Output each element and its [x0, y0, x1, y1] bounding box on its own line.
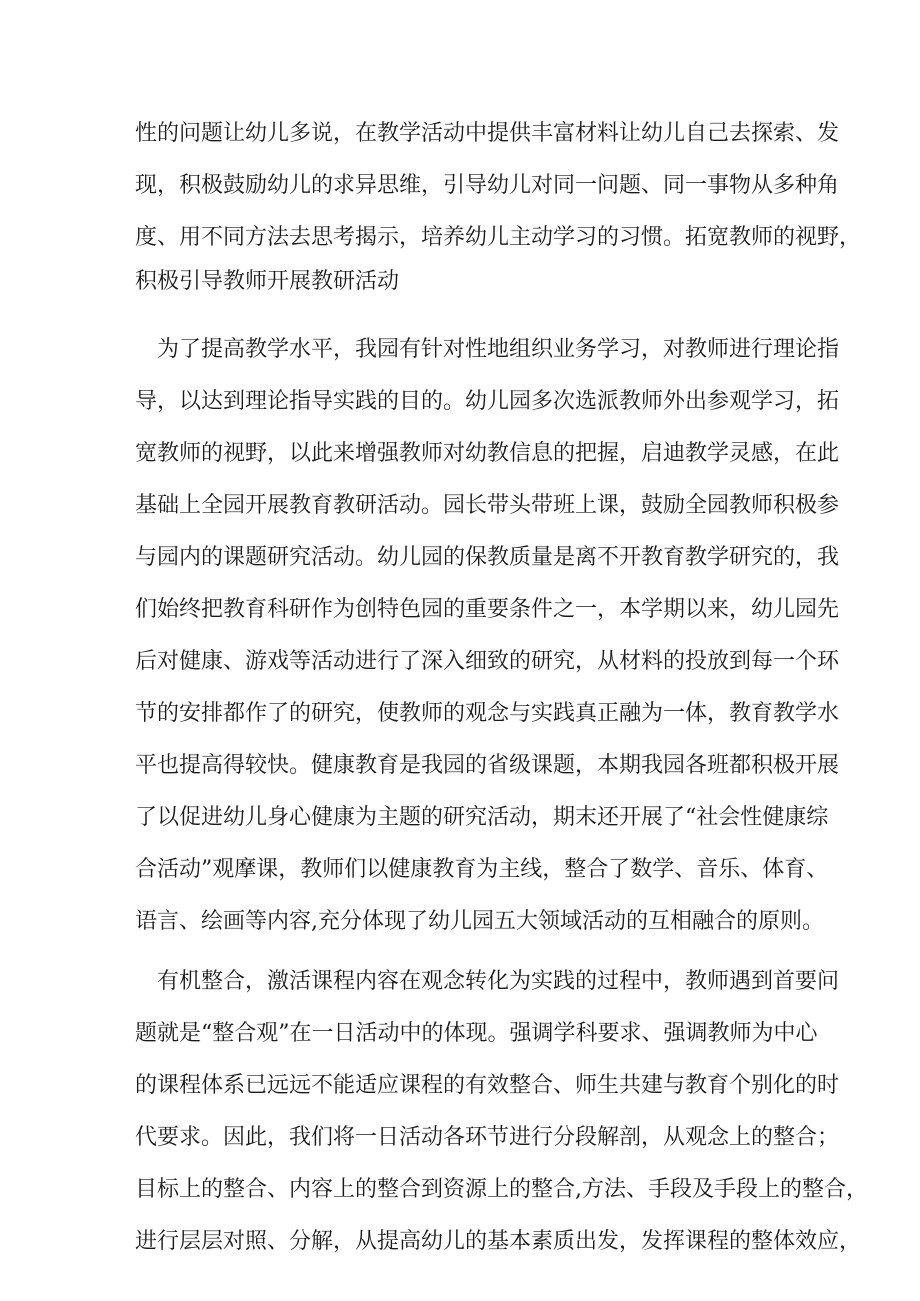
text-line	[0, 1112, 920, 1164]
line-text: 语言、绘画等内容,充分体现了幼儿园五大领域活动的互相融合的原则。	[135, 909, 824, 934]
paragraph-first-line	[0, 956, 920, 1008]
line-text: 现，积极鼓励幼儿的求异思维，引导幼儿对同一问题、同一事物从多种角	[135, 173, 840, 198]
line-text: 了以促进幼儿身心健康为主题的研究活动，期末还开展了“社会性健康综	[135, 805, 829, 830]
text-line	[0, 480, 920, 532]
paragraph-first-line	[0, 324, 920, 376]
text-line	[0, 256, 920, 308]
text-line	[0, 1060, 920, 1112]
line-text: 宽教师的视野，以此来增强教师对幼教信息的把握，启迪教学灵感，在此	[135, 441, 840, 466]
text-line	[0, 844, 920, 896]
line-text: 节的安排都作了的研究，使教师的观念与实践真正融为一体，教育教学水	[135, 701, 840, 726]
text-line	[0, 428, 920, 480]
text-line	[0, 688, 920, 740]
text-line	[0, 896, 920, 948]
line-text: 的课程体系已远远不能适应课程的有效整合、师生共建与教育个别化的时	[135, 1073, 840, 1098]
line-text: 目标上的整合、内容上的整合到资源上的整合,方法、手段及手段上的整合，	[135, 1177, 868, 1202]
line-text: 为了提高教学水平，我园有针对性地组织业务学习，对教师进行理论指	[157, 337, 840, 362]
text-line	[0, 792, 920, 844]
text-line	[0, 160, 920, 212]
line-text: 积极引导教师开展教研活动	[135, 269, 400, 294]
text-line	[0, 376, 920, 428]
text-line	[0, 1008, 920, 1060]
line-text: 后对健康、游戏等活动进行了深入细致的研究，从材料的投放到每一个环	[135, 649, 840, 674]
line-text: 度、用不同方法去思考揭示，培养幼儿主动学习的习惯。拓宽教师的视野，	[135, 225, 862, 250]
line-text: 平也提高得较快。健康教育是我园的省级课题，本期我园各班都积极开展	[135, 753, 840, 778]
line-text: 导，以达到理论指导实践的目的。幼儿园多次选派教师外出参观学习，拓	[135, 389, 840, 414]
text-line	[0, 532, 920, 584]
line-text: 们始终把教育科研作为创特色园的重要条件之一，本学期以来，幼儿园先	[135, 597, 840, 622]
text-line	[0, 584, 920, 636]
text-line	[0, 1164, 920, 1216]
line-text: 性的问题让幼儿多说，在教学活动中提供丰富材料让幼儿自己去探索、发	[135, 121, 840, 146]
text-line	[0, 108, 920, 160]
text-line	[0, 740, 920, 792]
line-text: 进行层层对照、分解，从提高幼儿的基本素质出发，发挥课程的整体效应，	[135, 1229, 862, 1254]
line-text: 代要求。因此，我们将一日活动各环节进行分段解剖，从观念上的整合；	[135, 1125, 840, 1150]
line-text: 有机整合，激活课程内容在观念转化为实践的过程中，教师遇到首要问	[157, 969, 840, 994]
text-line	[0, 636, 920, 688]
line-text: 题就是“整合观”在一日活动中的体现。强调学科要求、强调教师为中心	[135, 1021, 818, 1046]
text-line	[0, 1216, 920, 1268]
line-text: 与园内的课题研究活动。幼儿园的保教质量是离不开教育教学研究的，我	[135, 545, 840, 570]
line-text: 合活动”观摩课，教师们以健康教育为主线，整合了数学、音乐、体育、	[135, 857, 829, 882]
line-text: 基础上全园开展教育教研活动。园长带头带班上课，鼓励全园教师积极参	[135, 493, 840, 518]
